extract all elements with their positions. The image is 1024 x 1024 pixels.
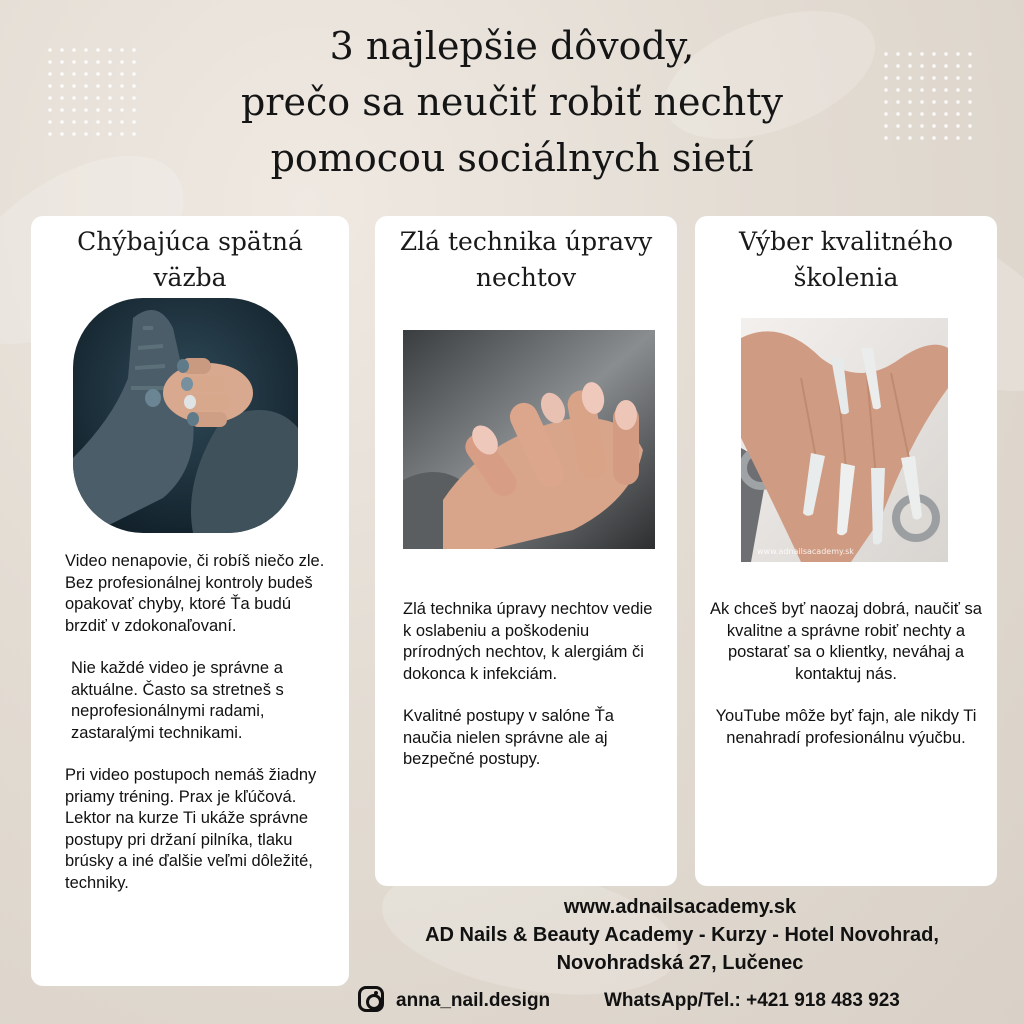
address-line: Novohradská 27, Lučenec <box>556 952 804 974</box>
card-heading <box>31 224 349 296</box>
card-paragraph: Kvalitné postupy v salóne Ťa naučia nielen správne ale aj bezpečné postupy. <box>403 707 614 768</box>
page-title <box>150 18 874 186</box>
card-technique <box>375 216 677 886</box>
card-paragraph: YouTube môže byť fajn, ale nikdy Ti nenahradí profesionálnu výučbu. <box>715 707 977 747</box>
card-heading <box>375 224 677 296</box>
nails-sweater-image <box>73 298 298 533</box>
title-line: pomocou sociálnych sietí <box>270 136 754 180</box>
card-text <box>701 599 991 770</box>
nails-pink-photo <box>403 330 655 549</box>
academy-line: AD Nails & Beauty Academy - Kurzy - Hotel Novohrad, <box>425 924 939 946</box>
card-training <box>695 216 997 886</box>
title-line: 3 najlepšie dôvody, <box>329 24 695 68</box>
card-paragraph: Nie každé video je správne a aktuálne. Často sa stretneš s neprofesionálnymi radami, zastaralými technikami. <box>71 659 284 742</box>
dot-pattern-left <box>44 44 144 144</box>
photo-watermark: www.adnailsacademy.sk <box>757 547 854 556</box>
website-link[interactable]: www.adnailsacademy.sk <box>563 896 797 918</box>
card-paragraph: Zlá technika úpravy nechtov vedie k oslabeniu a poškodeniu prírodných nechtov, k alergiám či dokonca k infekciám. <box>403 600 653 683</box>
instagram-handle[interactable]: anna_nail.design <box>396 990 551 1011</box>
card-paragraph: Video nenapovie, či robíš niečo zle. Bez profesionálnej kontroly budeš opakovať chyby, ktoré Ťa budú brzdiť v zdokonaľovaní. <box>65 552 325 635</box>
phone-line[interactable]: WhatsApp/Tel.: +421 918 483 923 <box>604 990 900 1011</box>
nails-sweater-photo <box>73 298 298 533</box>
card-text <box>403 599 661 792</box>
card-heading-line: väzba <box>153 263 227 292</box>
card-heading-line: Chýbajúca spätná <box>77 227 303 256</box>
card-heading <box>695 224 997 296</box>
card-heading-line: nechtov <box>475 263 577 292</box>
card-heading-line: Zlá technika úpravy <box>399 227 653 256</box>
nails-pink-image <box>403 330 655 549</box>
card-paragraph: Ak chceš byť naozaj dobrá, naučiť sa kvalitne a správne robiť nechty a postarať sa o klientky, neváhaj a kontaktuj nás. <box>710 600 982 683</box>
nails-white-photo <box>741 318 948 562</box>
title-line: prečo sa neučiť robiť nechty <box>240 80 783 124</box>
card-heading-line: Výber kvalitného <box>738 227 954 256</box>
card-feedback <box>31 216 349 986</box>
dot-pattern-right <box>880 48 980 148</box>
card-heading-line: školenia <box>793 263 899 292</box>
card-paragraph: Pri video postupoch nemáš žiadny priamy tréning. Prax je kľúčová. Lektor na kurze Ti ukáže správne postupy pri držaní pilníka, tlaku brúsky a iné ďalšie veľmi dôležité, techniky. <box>65 766 317 892</box>
instagram-icon[interactable] <box>358 986 384 1012</box>
card-text <box>65 551 333 915</box>
nails-white-image <box>741 318 948 562</box>
